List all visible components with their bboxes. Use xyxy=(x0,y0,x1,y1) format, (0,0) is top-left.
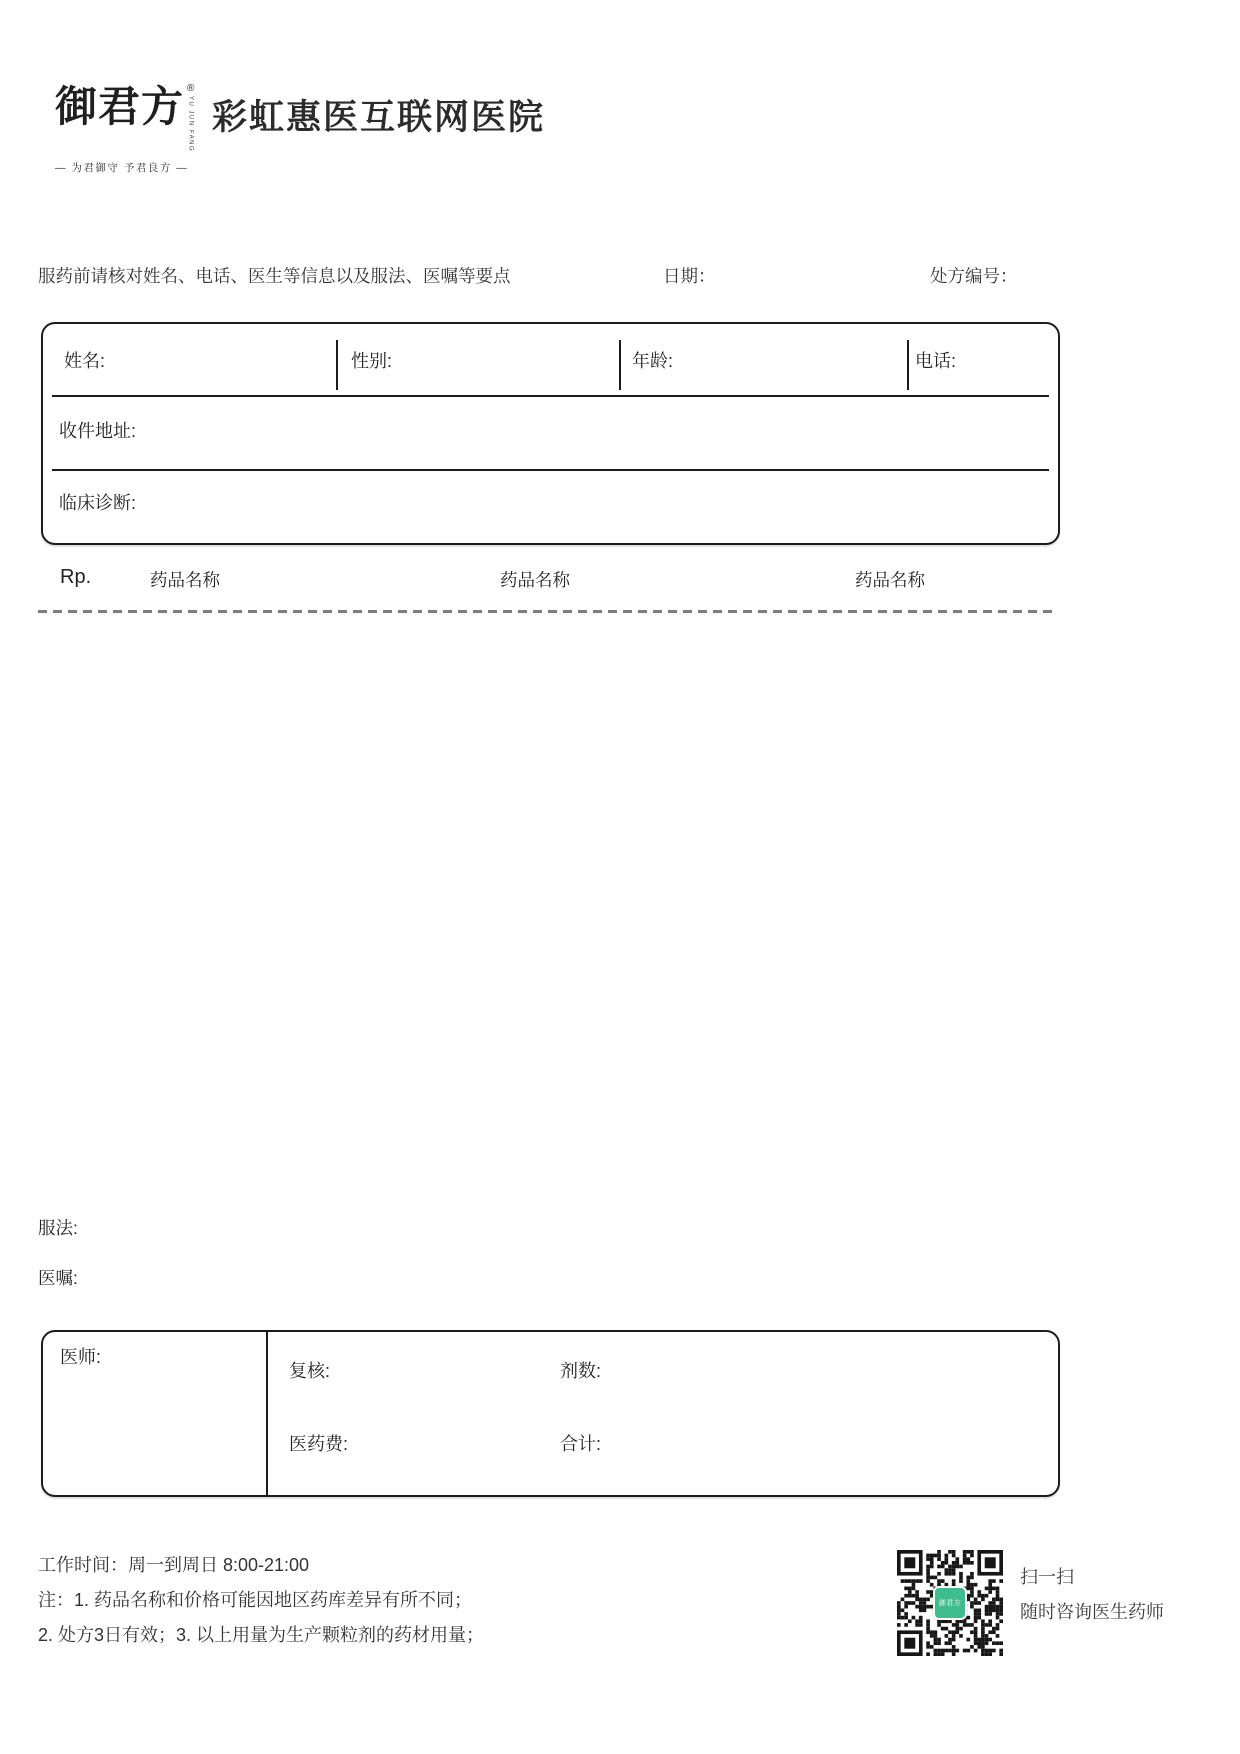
brand-logo-text: 御君方 xyxy=(55,82,185,131)
rp-label: Rp. xyxy=(60,566,92,588)
signoff-column-divider xyxy=(266,1332,268,1495)
drug-name-column-header: 药品名称 xyxy=(150,570,220,590)
field-divider xyxy=(619,340,621,390)
qr-center-brand-text: 御君方 xyxy=(938,1599,962,1607)
patient-info-box xyxy=(41,322,1060,545)
footer-note-line1: 注：1. 药品名称和价格可能因地区药库差异有所不同； xyxy=(38,1590,473,1610)
signoff-box xyxy=(41,1330,1060,1497)
patient-age-label: 年龄: xyxy=(632,351,674,371)
clinical-diagnosis-label: 临床诊断: xyxy=(59,493,137,513)
scan-me-label: 扫一扫 xyxy=(1020,1567,1074,1587)
dose-count-label: 剂数: xyxy=(560,1361,602,1381)
hospital-title: 彩虹惠医互联网医院 xyxy=(212,98,546,137)
check-reminder-text: 服药前请核对姓名、电话、医生等信息以及服法、医嘱等要点 xyxy=(38,266,511,286)
patient-name-label: 姓名: xyxy=(64,351,106,371)
doctor-advice-label: 医嘱: xyxy=(38,1268,78,1288)
review-label: 复核: xyxy=(289,1361,331,1381)
registered-trademark-icon: ® xyxy=(187,83,195,94)
brand-block xyxy=(55,82,205,175)
qr-code-icon xyxy=(897,1550,1003,1656)
qr-center-brand-logo xyxy=(933,1586,967,1620)
date-label: 日期： xyxy=(663,266,716,286)
field-divider xyxy=(907,340,909,390)
rx-number-label: 处方编号： xyxy=(930,266,1018,286)
total-label: 合计: xyxy=(560,1434,602,1454)
rx-separator-dashed-line xyxy=(38,610,1058,613)
drug-name-column-header: 药品名称 xyxy=(500,570,570,590)
medicine-fee-label: 医药费: xyxy=(289,1434,349,1454)
footer-note-line2: 2. 处方3日有效；3. 以上用量为生产颗粒剂的药材用量； xyxy=(38,1625,485,1645)
brand-tagline: — 为君御守 予君良方 — xyxy=(55,162,189,175)
working-hours-text: 工作时间：周一到周日 8:00-21:00 xyxy=(38,1555,310,1575)
row-divider-line xyxy=(52,469,1049,471)
brand-logo-romanized: YU JUN FANG xyxy=(187,96,194,153)
row-divider-line xyxy=(52,395,1049,397)
patient-phone-label: 电话: xyxy=(915,351,957,371)
patient-gender-label: 性别: xyxy=(351,351,393,371)
physician-label: 医师: xyxy=(60,1347,102,1367)
drug-name-column-header: 药品名称 xyxy=(855,570,925,590)
field-divider xyxy=(336,340,338,390)
shipping-address-label: 收件地址: xyxy=(59,421,137,441)
usage-label: 服法: xyxy=(38,1218,78,1238)
scan-caption: 随时咨询医生药师 xyxy=(1020,1602,1164,1622)
